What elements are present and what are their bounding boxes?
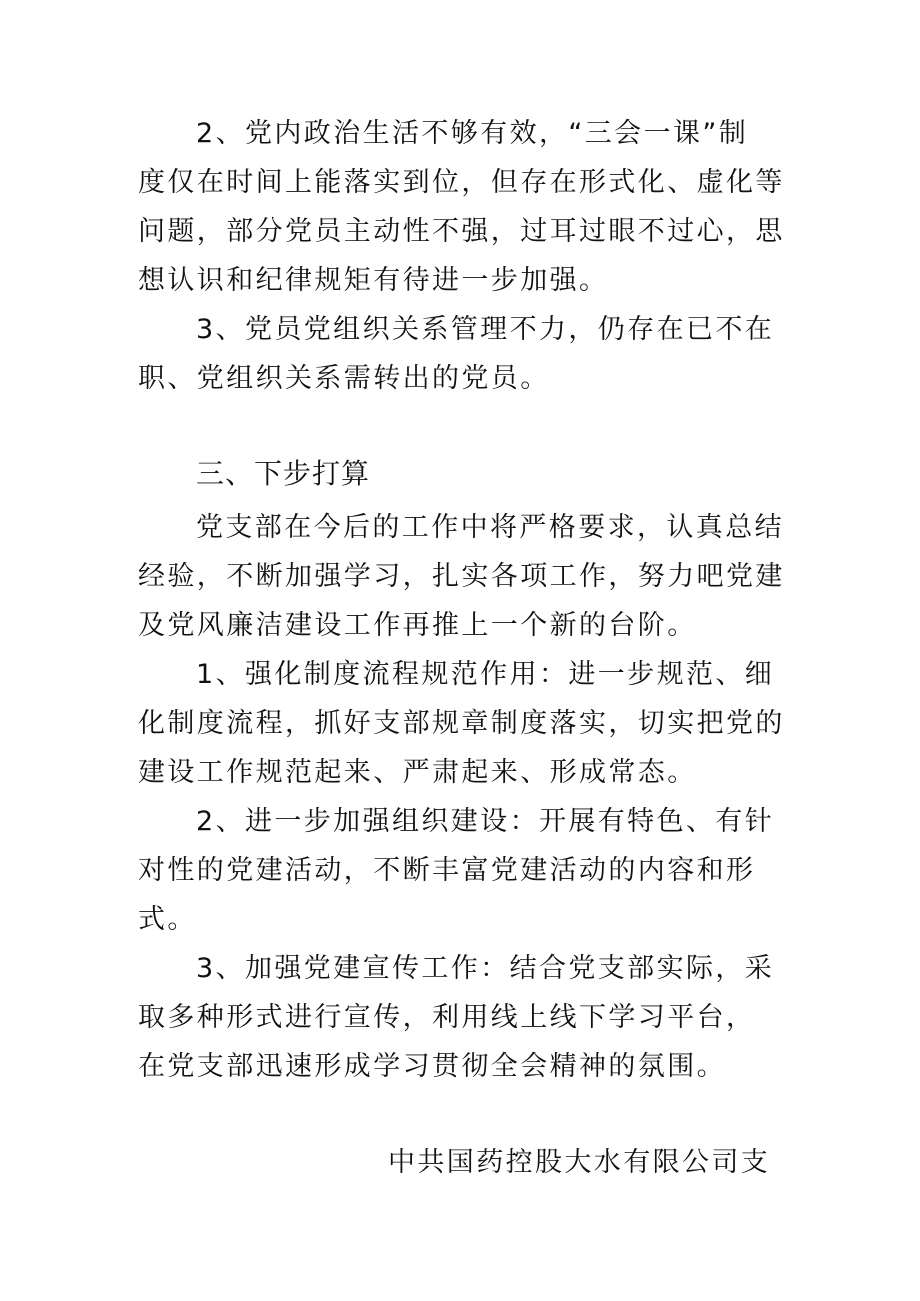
paragraph-line: 及党风廉洁建设工作再推上一个新的台阶。 (138, 610, 697, 641)
paragraph-line: 想认识和纪律规矩有待进一步加强。 (138, 265, 609, 296)
signature-line: 中共国药控股大水有限公司支 (388, 1147, 771, 1178)
paragraph-line: 问题，部分党员主动性不强，过耳过眼不过心，思 (138, 216, 785, 247)
paragraph-line: 2、进一步加强组织建设：开展有特色、有针 (196, 806, 775, 837)
paragraph-line: 对性的党建活动，不断丰富党建活动的内容和形 (138, 855, 756, 886)
paragraph-line: 建设工作规范起来、严肃起来、形成常态。 (138, 757, 697, 788)
paragraph-line: 3、党员党组织关系管理不力，仍存在已不在 (196, 314, 775, 345)
paragraph-line: 度仅在时间上能落实到位，但存在形式化、虚化等 (138, 167, 785, 198)
paragraph-line: 3、加强党建宣传工作：结合党支部实际，采 (196, 953, 775, 984)
paragraph-line: 党支部在今后的工作中将严格要求，认真总结 (196, 512, 784, 543)
paragraph-line: 经验，不断加强学习，扎实各项工作，努力吧党建 (138, 561, 785, 592)
paragraph-line: 1、强化制度流程规范作用：进一步规范、细 (196, 659, 775, 690)
paragraph-line: 2、党内政治生活不够有效，“三会一课”制 (196, 118, 749, 149)
paragraph-line: 化制度流程，抓好支部规章制度落实，切实把党的 (138, 708, 785, 739)
paragraph-line: 取多种形式进行宣传，利用线上线下学习平台， (138, 1002, 756, 1033)
paragraph-line: 式。 (138, 904, 197, 935)
paragraph-line: 在党支部迅速形成学习贯彻全会精神的氛围。 (138, 1051, 726, 1082)
paragraph-line: 职、党组织关系需转出的党员。 (138, 363, 550, 394)
section-heading: 三、下步打算 (196, 457, 371, 490)
